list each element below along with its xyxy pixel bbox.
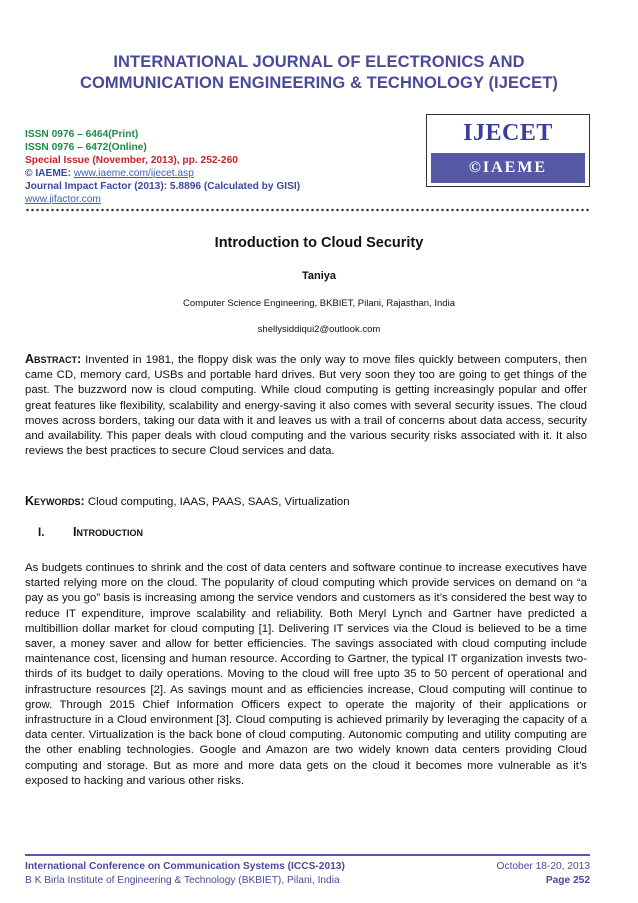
abstract — [25, 352, 587, 459]
ijecet-logo — [426, 114, 590, 187]
journal-title — [0, 52, 638, 94]
section-heading-introduction — [38, 525, 143, 539]
iaeme-line — [25, 168, 300, 181]
paper-title: Introduction to Cloud Security — [214, 235, 424, 251]
author-email: shellysiddiqui2@outlook.com — [257, 324, 381, 335]
keywords-text: Cloud computing, IAAS, PAAS, SAAS, Virtualization — [84, 496, 350, 508]
iaeme-label: © IAEME: — [25, 167, 74, 179]
footer-conference: International Conference on Communication Systems (ICCS-2013) — [25, 861, 345, 872]
impact-factor: Journal Impact Factor (2013): 5.8896 (Calculated by GISI) — [25, 180, 301, 192]
footer-left — [25, 860, 345, 888]
author-name: Taniya — [301, 270, 337, 282]
keywords — [25, 494, 587, 510]
logo-top-text: IJECET — [463, 120, 553, 146]
introduction-text: As budgets continues to shrink and the cost of data centers and software continue to increase executives have started relying more on the cloud. The popularity of cloud computing which provide services on demand on “a pay as you go” basis is increasing among the service vendors and customers as it’s considered the best way to reduce IT expenditure, improve scalability and reliability. Both Meryl Lynch and Gartner have predicted a multibillion dollar market for cloud computing [1]. Delivering IT services via the Cloud is believed to be a time saver, a money saver and allow for better efficiencies. The savings associated with cloud computing include maintenance cost, licensing and human resource. According to Gartner, the typical IT organization invests two-thirds of its budget to daily operations. Moving to the cloud will free upto 35 to 50 percent of operational and infrastructure resources [2]. As savings mount and as efficiencies increase, Cloud computing will continue to grow. Through 2015 Chief Information Officers expect to operate the majority of their applications or infrastructure in a Cloud environment [3]. Cloud computing is achieved primarily by leveraging the capacity of a data center. Virtualization is the back bone of cloud computing. Autonomic computing and utility computing are the other enabling technologies. Google and Amazon are two widely known data centers providing Cloud computing and storage. But as more and more data gets on the cloud it becomes more vulnerable as it’s exposed to hacking and various other risks. — [25, 562, 587, 787]
journal-meta — [25, 129, 300, 206]
abstract-text: Invented in 1981, the floppy disk was the only way to move files quickly between computers, then came CD, memory card, USBs and portable hard drives. But very soon they too are going to get things of the past. The buzzword now is cloud computing. While cloud computing is getting increasingly popular and offer great features like flexibility, scalability and energy-saving it also comes with several security issues. The cloud moves across borders, taking our data with it and leaves us with a trail of concerns about data access, security and availability. This paper deals with cloud computing and the various security risks associated with it. It also reviews the best practices to secure Cloud services and data. — [25, 354, 587, 458]
page-number: Page 252 — [545, 875, 590, 886]
footer-dates: October 18-20, 2013 — [496, 861, 590, 872]
special-issue: Special Issue (November, 2013), pp. 252-260 — [25, 154, 238, 166]
issn-print: ISSN 0976 – 6464(Print) — [25, 129, 139, 140]
footer-right — [497, 860, 590, 888]
iaeme-link[interactable]: www.iaeme.com/ijecet.asp — [73, 167, 194, 179]
journal-title-line2: COMMUNICATION ENGINEERING & TECHNOLOGY (IJECET) — [79, 74, 559, 92]
abstract-label: Abstract: — [25, 352, 82, 366]
dotted-divider — [25, 208, 590, 212]
keywords-label: Keywords: — [25, 494, 85, 508]
section-title: Introduction — [73, 525, 143, 539]
journal-title-line1: INTERNATIONAL JOURNAL OF ELECTRONICS AND — [113, 53, 525, 71]
logo-bottom-text: ©IAEME — [431, 153, 585, 183]
footer-rule — [25, 854, 590, 856]
author-affiliation: Computer Science Engineering, BKBIET, Pilani, Rajasthan, India — [183, 298, 455, 309]
issn-online: ISSN 0976 – 6472(Online) — [25, 141, 147, 153]
jifactor-link[interactable]: www.jifactor.com — [25, 193, 101, 205]
footer-institute: B K Birla Institute of Engineering & Technology (BKBIET), Pilani, India — [25, 875, 340, 886]
section-number: I. — [38, 527, 45, 539]
